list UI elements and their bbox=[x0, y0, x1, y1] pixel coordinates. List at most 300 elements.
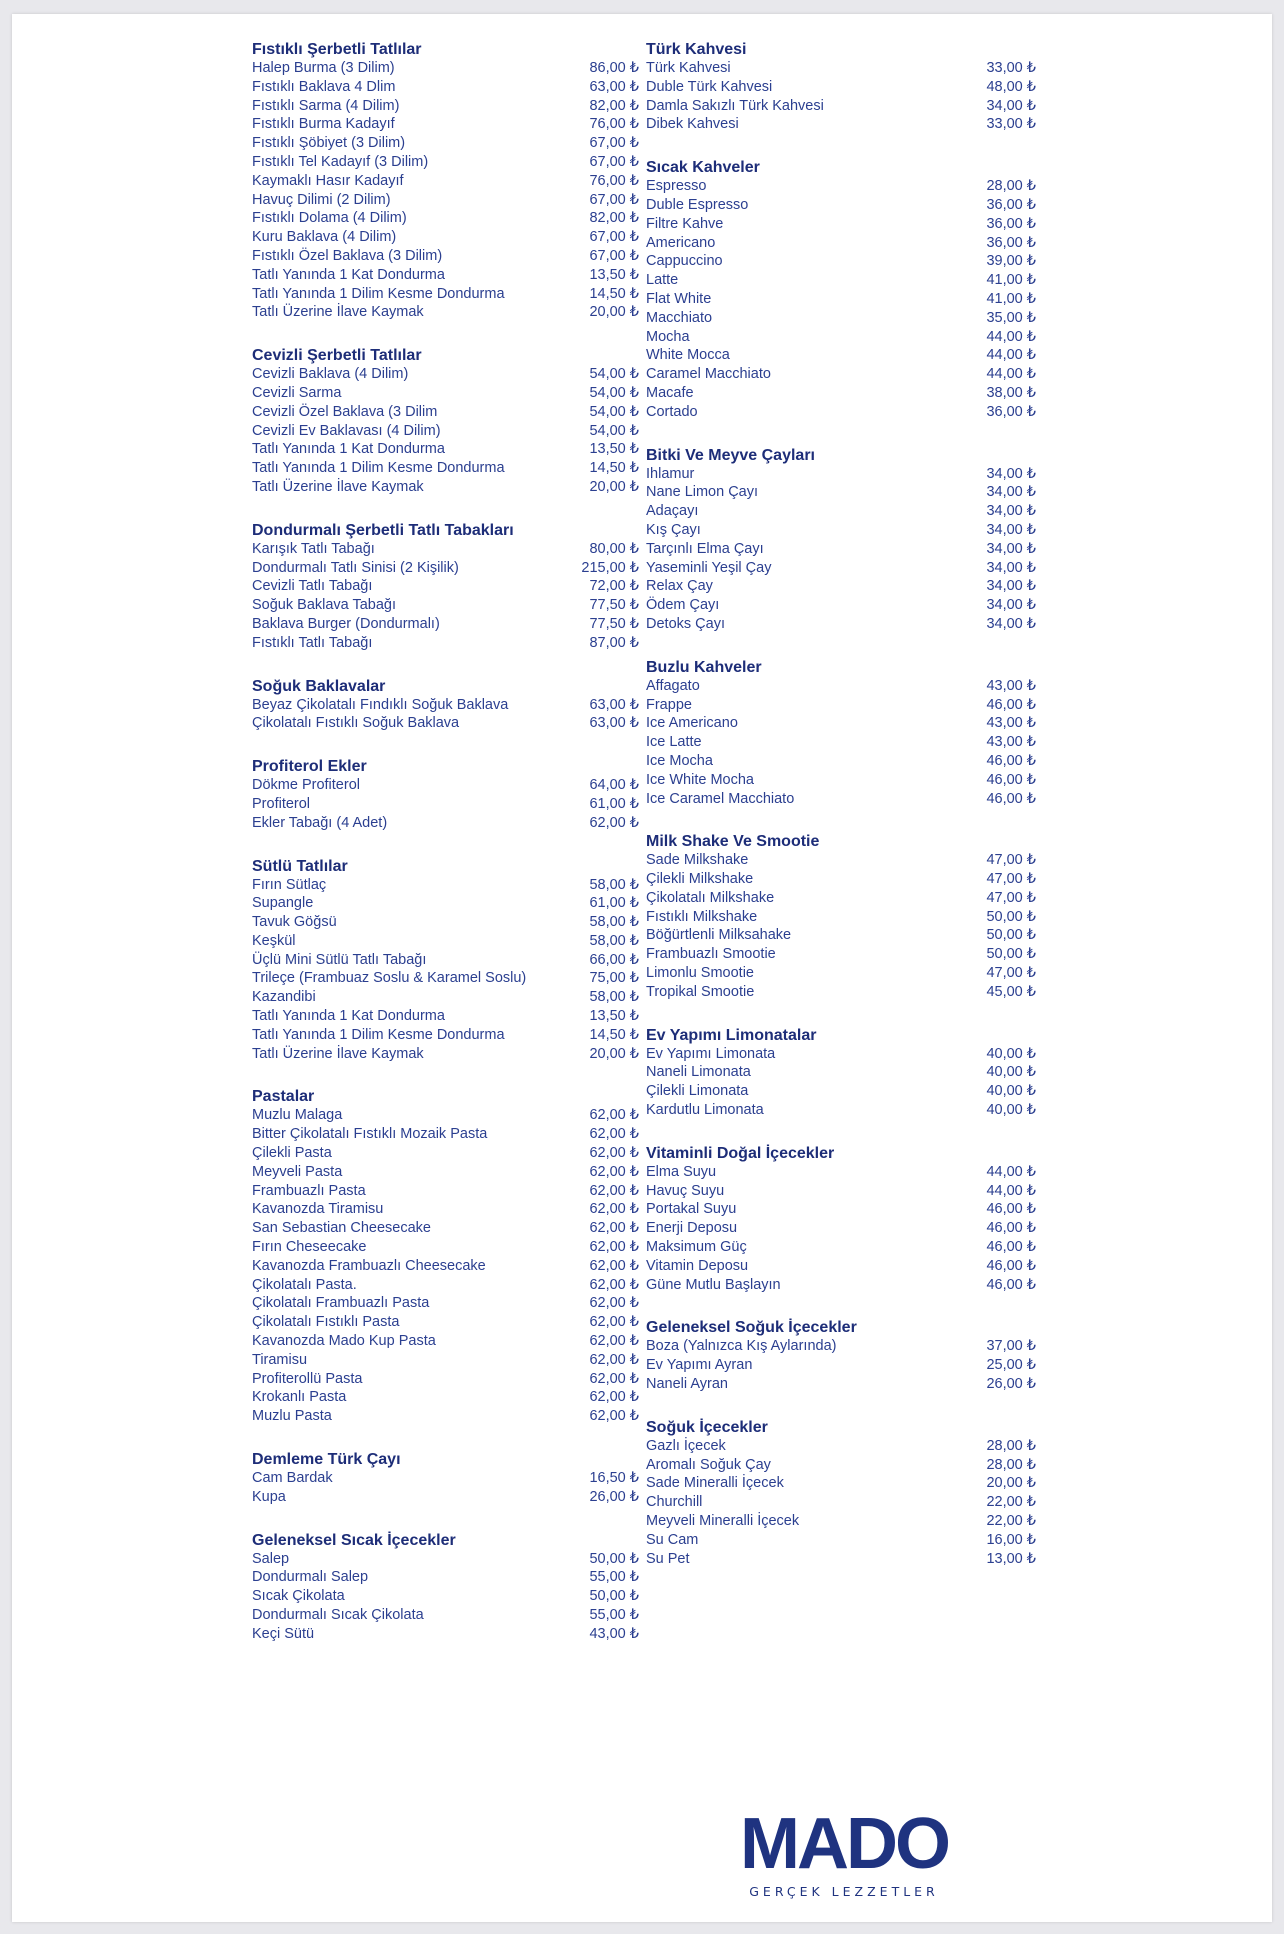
item-price: 55,00 ₺ bbox=[589, 1607, 639, 1623]
item-price: 50,00 ₺ bbox=[589, 1588, 639, 1605]
menu-item bbox=[646, 177, 1036, 196]
menu-item bbox=[252, 422, 639, 441]
item-name: Cevizli Baklava (4 Dilim) bbox=[252, 366, 409, 383]
menu-item bbox=[646, 540, 1036, 559]
item-name: Tatlı Üzerine İlave Kaymak bbox=[252, 1045, 424, 1062]
menu-item bbox=[252, 247, 639, 266]
menu-item bbox=[252, 1106, 639, 1125]
item-price: 62,00 ₺ bbox=[589, 1389, 639, 1406]
menu-item bbox=[252, 776, 639, 795]
section-title: Ev Yapımı Limonatalar bbox=[646, 1026, 817, 1044]
menu-item bbox=[646, 234, 1036, 253]
menu-item bbox=[252, 596, 639, 615]
item-price: 62,00 ₺ bbox=[589, 1201, 639, 1218]
item-price: 67,00 ₺ bbox=[589, 247, 639, 264]
item-name: Cam Bardak bbox=[252, 1470, 333, 1487]
menu-item bbox=[252, 1332, 639, 1351]
item-name: Churchill bbox=[646, 1494, 703, 1511]
item-name: Cevizli Sarma bbox=[252, 384, 342, 401]
item-price: 64,00 ₺ bbox=[589, 777, 639, 794]
menu-item bbox=[252, 714, 639, 733]
item-price: 82,00 ₺ bbox=[589, 97, 639, 114]
item-name: Fırın Cheseecake bbox=[252, 1239, 367, 1256]
menu-item bbox=[252, 1125, 639, 1144]
item-name: Tatlı Yanında 1 Dilim Kesme Dondurma bbox=[252, 285, 505, 302]
item-name: Kavanozda Frambuazlı Cheesecake bbox=[252, 1257, 486, 1274]
item-name: Ihlamur bbox=[646, 465, 695, 482]
menu-item bbox=[646, 328, 1036, 347]
logo-wordmark: MADO bbox=[740, 1804, 948, 1884]
menu-item bbox=[646, 771, 1036, 790]
menu-item bbox=[252, 1007, 639, 1026]
item-price: 33,00 ₺ bbox=[986, 60, 1036, 76]
menu-item bbox=[646, 1063, 1036, 1082]
item-name: Fıstıklı Burma Kadayıf bbox=[252, 116, 395, 133]
item-name: Çilekli Limonata bbox=[646, 1083, 749, 1100]
item-price: 46,00 ₺ bbox=[986, 1257, 1036, 1274]
menu-item bbox=[252, 1313, 639, 1332]
menu-item bbox=[252, 696, 639, 715]
menu-item bbox=[646, 908, 1036, 927]
item-name: Yaseminli Yeşil Çay bbox=[646, 559, 772, 576]
menu-item bbox=[646, 677, 1036, 696]
menu-item bbox=[252, 1388, 639, 1407]
item-price: 62,00 ₺ bbox=[589, 1295, 639, 1312]
menu-item bbox=[252, 1469, 639, 1488]
item-name: Macchiato bbox=[646, 309, 713, 326]
item-name: Damla Sakızlı Türk Kahvesi bbox=[646, 97, 824, 114]
menu-item bbox=[646, 1550, 1036, 1569]
menu-item bbox=[646, 196, 1036, 215]
item-price: 46,00 ₺ bbox=[986, 790, 1036, 807]
menu-item bbox=[646, 870, 1036, 889]
section-title: Soğuk İçecekler bbox=[646, 1418, 768, 1436]
item-name: Fırın Sütlaç bbox=[252, 876, 327, 893]
item-price: 34,00 ₺ bbox=[986, 578, 1036, 595]
item-name: Çikolatalı Milkshake bbox=[646, 889, 775, 906]
menu-item bbox=[646, 559, 1036, 578]
item-price: 44,00 ₺ bbox=[986, 328, 1036, 345]
item-price: 58,00 ₺ bbox=[589, 876, 639, 893]
menu-item bbox=[252, 365, 639, 384]
menu-item bbox=[646, 714, 1036, 733]
menu-item bbox=[252, 540, 639, 559]
item-price: 44,00 ₺ bbox=[986, 1163, 1036, 1180]
item-price: 86,00 ₺ bbox=[589, 60, 639, 76]
item-price: 43,00 ₺ bbox=[986, 677, 1036, 694]
item-name: Latte bbox=[646, 272, 679, 289]
item-price: 67,00 ₺ bbox=[589, 135, 639, 152]
item-price: 61,00 ₺ bbox=[589, 795, 639, 812]
menu-item bbox=[252, 1144, 639, 1163]
item-price: 14,50 ₺ bbox=[589, 460, 639, 477]
menu-item bbox=[646, 1493, 1036, 1512]
item-name: Sade Mineralli İçecek bbox=[646, 1475, 784, 1492]
item-price: 62,00 ₺ bbox=[589, 814, 639, 831]
item-price: 20,00 ₺ bbox=[986, 1475, 1036, 1492]
item-price: 61,00 ₺ bbox=[589, 895, 639, 912]
item-name: Kazandibi bbox=[252, 989, 316, 1006]
menu-item bbox=[646, 1456, 1036, 1475]
menu-item bbox=[252, 478, 639, 497]
item-name: Maksimum Güç bbox=[646, 1239, 747, 1256]
item-name: Meyveli Mineralli İçecek bbox=[646, 1513, 800, 1530]
menu-section bbox=[646, 832, 1036, 1001]
item-name: White Mocca bbox=[646, 347, 730, 364]
item-price: 20,00 ₺ bbox=[589, 478, 639, 495]
item-price: 34,00 ₺ bbox=[986, 484, 1036, 501]
menu-item bbox=[252, 932, 639, 951]
item-name: Tatlı Yanında 1 Kat Dondurma bbox=[252, 441, 445, 458]
item-name: Elma Suyu bbox=[646, 1163, 717, 1180]
item-price: 62,00 ₺ bbox=[589, 1314, 639, 1331]
menu-item bbox=[646, 1437, 1036, 1456]
item-name: Çilekli Pasta bbox=[252, 1145, 332, 1162]
item-name: Beyaz Çikolatalı Fındıklı Soğuk Baklava bbox=[252, 696, 509, 713]
item-price: 62,00 ₺ bbox=[589, 1333, 639, 1350]
item-price: 40,00 ₺ bbox=[986, 1064, 1036, 1081]
item-name: Çikolatalı Frambuazlı Pasta bbox=[252, 1295, 430, 1312]
menu-item bbox=[646, 596, 1036, 615]
item-name: Detoks Çayı bbox=[646, 615, 725, 632]
item-price: 45,00 ₺ bbox=[986, 983, 1036, 1000]
item-price: 67,00 ₺ bbox=[589, 191, 639, 208]
item-name: Tavuk Göğsü bbox=[252, 914, 337, 931]
item-price: 43,00 ₺ bbox=[986, 715, 1036, 732]
item-name: Kupa bbox=[252, 1488, 286, 1505]
item-price: 62,00 ₺ bbox=[589, 1220, 639, 1237]
item-name: Trileçe (Frambuaz Soslu & Karamel Soslu) bbox=[252, 970, 527, 987]
menu-item bbox=[646, 1082, 1036, 1101]
item-price: 62,00 ₺ bbox=[589, 1257, 639, 1274]
menu-item bbox=[252, 559, 639, 578]
menu-item bbox=[646, 365, 1036, 384]
item-name: Soğuk Baklava Tabağı bbox=[252, 597, 397, 614]
item-name: Flat White bbox=[646, 290, 712, 307]
section-title: Pastalar bbox=[252, 1088, 315, 1106]
item-name: Ice Americano bbox=[646, 715, 738, 732]
item-price: 46,00 ₺ bbox=[986, 696, 1036, 713]
menu-item bbox=[646, 752, 1036, 771]
item-name: Kuru Baklava (4 Dilim) bbox=[252, 229, 397, 246]
item-name: Duble Espresso bbox=[646, 196, 749, 213]
menu-section bbox=[252, 757, 639, 832]
menu-item bbox=[646, 790, 1036, 809]
item-price: 47,00 ₺ bbox=[986, 889, 1036, 906]
item-name: Profiterol bbox=[252, 795, 311, 812]
item-name: Gazlı İçecek bbox=[646, 1437, 726, 1454]
item-price: 13,50 ₺ bbox=[589, 441, 639, 458]
item-price: 54,00 ₺ bbox=[589, 366, 639, 383]
item-name: Karışık Tatlı Tabağı bbox=[252, 540, 375, 557]
menu-item bbox=[646, 483, 1036, 502]
menu-item bbox=[646, 403, 1036, 422]
menu-item bbox=[646, 733, 1036, 752]
item-name: Meyveli Pasta bbox=[252, 1163, 343, 1180]
item-name: Dondurmalı Salep bbox=[252, 1569, 369, 1586]
item-price: 41,00 ₺ bbox=[986, 272, 1036, 289]
item-name: Böğürtlenli Milksahake bbox=[646, 927, 792, 944]
item-name: Tarçınlı Elma Çayı bbox=[646, 540, 764, 557]
menu-item bbox=[646, 502, 1036, 521]
section-title: Milk Shake Ve Smootie bbox=[646, 833, 820, 851]
item-name: Americano bbox=[646, 234, 716, 251]
item-name: Tiramisu bbox=[252, 1351, 308, 1368]
item-name: Ödem Çayı bbox=[646, 597, 720, 614]
menu-item bbox=[646, 1163, 1036, 1182]
item-price: 44,00 ₺ bbox=[986, 347, 1036, 364]
section-title: Vitaminli Doğal İçecekler bbox=[646, 1144, 835, 1162]
item-price: 46,00 ₺ bbox=[986, 1276, 1036, 1293]
item-price: 76,00 ₺ bbox=[589, 172, 639, 189]
item-name: Tatlı Üzerine İlave Kaymak bbox=[252, 304, 424, 321]
menu-item bbox=[252, 172, 639, 191]
item-price: 50,00 ₺ bbox=[986, 908, 1036, 925]
menu-item bbox=[646, 926, 1036, 945]
menu-item bbox=[252, 1276, 639, 1295]
menu-section bbox=[646, 40, 1036, 134]
menu-section bbox=[252, 40, 639, 322]
menu-item bbox=[252, 78, 639, 97]
menu-item bbox=[646, 1531, 1036, 1550]
item-name: Boza (Yalnızca Kış Aylarında) bbox=[646, 1338, 837, 1355]
item-name: Güne Mutlu Başlayın bbox=[646, 1276, 781, 1293]
item-price: 63,00 ₺ bbox=[589, 715, 639, 732]
item-name: Kavanozda Tiramisu bbox=[252, 1201, 384, 1218]
menu-item bbox=[252, 209, 639, 228]
menu-item bbox=[646, 290, 1036, 309]
item-price: 54,00 ₺ bbox=[589, 422, 639, 439]
menu-item bbox=[646, 309, 1036, 328]
item-price: 75,00 ₺ bbox=[589, 970, 639, 987]
menu-item bbox=[646, 1182, 1036, 1201]
menu-item bbox=[252, 191, 639, 210]
menu-item bbox=[252, 894, 639, 913]
menu-item bbox=[252, 1488, 639, 1507]
item-price: 13,00 ₺ bbox=[986, 1550, 1036, 1567]
section-title: Buzlu Kahveler bbox=[646, 658, 762, 676]
item-price: 14,50 ₺ bbox=[589, 1026, 639, 1043]
menu-section bbox=[252, 1087, 639, 1426]
item-name: Dökme Profiterol bbox=[252, 777, 360, 794]
menu-item bbox=[252, 988, 639, 1007]
menu-item bbox=[646, 1219, 1036, 1238]
item-name: Fıstıklı Özel Baklava (3 Dilim) bbox=[252, 247, 443, 264]
item-price: 50,00 ₺ bbox=[589, 1550, 639, 1567]
item-name: Krokanlı Pasta bbox=[252, 1389, 347, 1406]
item-price: 28,00 ₺ bbox=[986, 1456, 1036, 1473]
item-name: Keçi Sütü bbox=[252, 1625, 315, 1642]
menu-item bbox=[252, 814, 639, 833]
item-name: Ice White Mocha bbox=[646, 771, 754, 788]
menu-item bbox=[252, 1568, 639, 1587]
item-name: Adaçayı bbox=[646, 503, 699, 520]
item-price: 36,00 ₺ bbox=[986, 215, 1036, 232]
item-name: Duble Türk Kahvesi bbox=[646, 78, 773, 95]
menu-section bbox=[646, 658, 1036, 809]
item-price: 40,00 ₺ bbox=[986, 1102, 1036, 1119]
menu-item bbox=[252, 913, 639, 932]
menu-item bbox=[252, 876, 639, 895]
item-price: 47,00 ₺ bbox=[986, 965, 1036, 982]
menu-item bbox=[252, 1370, 639, 1389]
menu-item bbox=[646, 1238, 1036, 1257]
menu-item bbox=[252, 1407, 639, 1426]
menu-item bbox=[646, 346, 1036, 365]
menu-item bbox=[252, 795, 639, 814]
item-price: 40,00 ₺ bbox=[986, 1045, 1036, 1062]
item-price: 76,00 ₺ bbox=[589, 116, 639, 133]
item-name: Frambuazlı Pasta bbox=[252, 1182, 366, 1199]
item-price: 22,00 ₺ bbox=[986, 1513, 1036, 1530]
item-price: 47,00 ₺ bbox=[986, 852, 1036, 869]
menu-item bbox=[646, 889, 1036, 908]
section-title: Profiterol Ekler bbox=[252, 758, 367, 776]
item-price: 46,00 ₺ bbox=[986, 1201, 1036, 1218]
item-price: 50,00 ₺ bbox=[986, 927, 1036, 944]
menu-item bbox=[252, 134, 639, 153]
menu-item bbox=[252, 1182, 639, 1201]
section-title: Türk Kahvesi bbox=[646, 41, 747, 58]
item-name: Üçlü Mini Sütlü Tatlı Tabağı bbox=[252, 951, 427, 968]
item-name: Affagato bbox=[646, 677, 700, 694]
menu-item bbox=[252, 97, 639, 116]
item-name: Cappuccino bbox=[646, 253, 723, 270]
menu-item bbox=[252, 1219, 639, 1238]
item-name: Çikolatalı Fıstıklı Soğuk Baklava bbox=[252, 715, 460, 732]
item-price: 34,00 ₺ bbox=[986, 559, 1036, 576]
item-price: 34,00 ₺ bbox=[986, 521, 1036, 538]
item-name: Çilekli Milkshake bbox=[646, 871, 754, 888]
item-price: 62,00 ₺ bbox=[589, 1370, 639, 1387]
item-price: 48,00 ₺ bbox=[986, 78, 1036, 95]
item-price: 62,00 ₺ bbox=[589, 1408, 639, 1425]
menu-item bbox=[646, 1375, 1036, 1394]
menu-item bbox=[646, 1257, 1036, 1276]
item-price: 43,00 ₺ bbox=[589, 1625, 639, 1642]
item-name: Espresso bbox=[646, 178, 707, 195]
item-price: 22,00 ₺ bbox=[986, 1494, 1036, 1511]
item-name: Muzlu Malaga bbox=[252, 1107, 343, 1124]
item-price: 62,00 ₺ bbox=[589, 1276, 639, 1293]
item-price: 50,00 ₺ bbox=[986, 946, 1036, 963]
menu-item bbox=[252, 228, 639, 247]
menu-item bbox=[252, 1294, 639, 1313]
item-name: Çikolatalı Pasta. bbox=[252, 1276, 357, 1293]
item-name: Vitamin Deposu bbox=[646, 1257, 749, 1274]
menu-item bbox=[252, 384, 639, 403]
right-menu-column bbox=[646, 40, 1036, 1592]
item-price: 62,00 ₺ bbox=[589, 1239, 639, 1256]
item-name: Ice Latte bbox=[646, 734, 702, 751]
item-price: 28,00 ₺ bbox=[986, 178, 1036, 195]
menu-item bbox=[646, 851, 1036, 870]
item-name: Su Pet bbox=[646, 1550, 690, 1567]
item-name: San Sebastian Cheesecake bbox=[252, 1220, 431, 1237]
menu-item bbox=[646, 577, 1036, 596]
item-name: Profiterollü Pasta bbox=[252, 1370, 363, 1387]
item-price: 35,00 ₺ bbox=[986, 309, 1036, 326]
item-price: 67,00 ₺ bbox=[589, 229, 639, 246]
item-price: 62,00 ₺ bbox=[589, 1351, 639, 1368]
item-name: Tatlı Yanında 1 Dilim Kesme Dondurma bbox=[252, 1026, 505, 1043]
item-price: 26,00 ₺ bbox=[986, 1376, 1036, 1393]
item-name: Cortado bbox=[646, 403, 698, 420]
item-name: Mocha bbox=[646, 328, 690, 345]
item-name: Frambuazlı Smootie bbox=[646, 946, 776, 963]
item-name: Limonlu Smootie bbox=[646, 965, 754, 982]
menu-item bbox=[646, 696, 1036, 715]
item-price: 62,00 ₺ bbox=[589, 1163, 639, 1180]
menu-item bbox=[646, 115, 1036, 134]
item-price: 34,00 ₺ bbox=[986, 615, 1036, 632]
menu-item bbox=[646, 59, 1036, 78]
menu-section bbox=[646, 1026, 1036, 1120]
menu-item bbox=[252, 1257, 639, 1276]
item-name: Cevizli Tatlı Tabağı bbox=[252, 578, 373, 595]
menu-section bbox=[252, 1531, 639, 1644]
item-price: 54,00 ₺ bbox=[589, 384, 639, 401]
item-name: Ev Yapımı Limonata bbox=[646, 1045, 776, 1062]
item-name: Muzlu Pasta bbox=[252, 1408, 332, 1425]
menu-item bbox=[646, 465, 1036, 484]
item-price: 16,50 ₺ bbox=[589, 1470, 639, 1487]
section-title: Fıstıklı Şerbetli Tatlılar bbox=[252, 41, 422, 58]
menu-item bbox=[252, 1587, 639, 1606]
item-price: 25,00 ₺ bbox=[986, 1357, 1036, 1374]
item-price: 62,00 ₺ bbox=[589, 1145, 639, 1162]
menu-item bbox=[646, 215, 1036, 234]
menu-item bbox=[252, 1351, 639, 1370]
item-price: 28,00 ₺ bbox=[986, 1437, 1036, 1454]
section-title: Geleneksel Soğuk İçecekler bbox=[646, 1319, 857, 1337]
section-title: Cevizli Şerbetli Tatlılar bbox=[252, 347, 422, 365]
menu-item bbox=[646, 945, 1036, 964]
item-price: 44,00 ₺ bbox=[986, 1182, 1036, 1199]
item-price: 62,00 ₺ bbox=[589, 1182, 639, 1199]
item-price: 63,00 ₺ bbox=[589, 78, 639, 95]
item-price: 38,00 ₺ bbox=[986, 384, 1036, 401]
item-name: Tatlı Yanında 1 Kat Dondurma bbox=[252, 266, 445, 283]
item-name: Fıstıklı Dolama (4 Dilim) bbox=[252, 210, 407, 227]
item-price: 58,00 ₺ bbox=[589, 914, 639, 931]
menu-section bbox=[252, 346, 639, 497]
item-name: Kavanozda Mado Kup Pasta bbox=[252, 1333, 436, 1350]
item-name: Dondurmalı Sıcak Çikolata bbox=[252, 1607, 424, 1623]
item-price: 77,50 ₺ bbox=[589, 615, 639, 632]
menu-item bbox=[252, 1238, 639, 1257]
item-price: 13,50 ₺ bbox=[589, 1008, 639, 1025]
menu-item bbox=[252, 1200, 639, 1219]
menu-item bbox=[646, 384, 1036, 403]
menu-section bbox=[646, 1318, 1036, 1393]
menu-item bbox=[252, 59, 639, 78]
menu-item bbox=[252, 1606, 639, 1625]
mado-logo bbox=[734, 1804, 954, 1899]
item-name: Ev Yapımı Ayran bbox=[646, 1357, 753, 1374]
menu-section bbox=[252, 677, 639, 734]
menu-item bbox=[646, 1101, 1036, 1120]
item-name: Tropikal Smootie bbox=[646, 983, 755, 1000]
menu-item bbox=[252, 951, 639, 970]
logo-tagline: GERÇEK LEZZETLER bbox=[749, 1884, 939, 1899]
item-price: 54,00 ₺ bbox=[589, 403, 639, 420]
menu-item bbox=[252, 1625, 639, 1644]
item-price: 36,00 ₺ bbox=[986, 196, 1036, 213]
item-name: Dibek Kahvesi bbox=[646, 116, 739, 133]
item-name: Fıstıklı Tel Kadayıf (3 Dilim) bbox=[252, 153, 429, 170]
item-name: Salep bbox=[252, 1550, 290, 1567]
